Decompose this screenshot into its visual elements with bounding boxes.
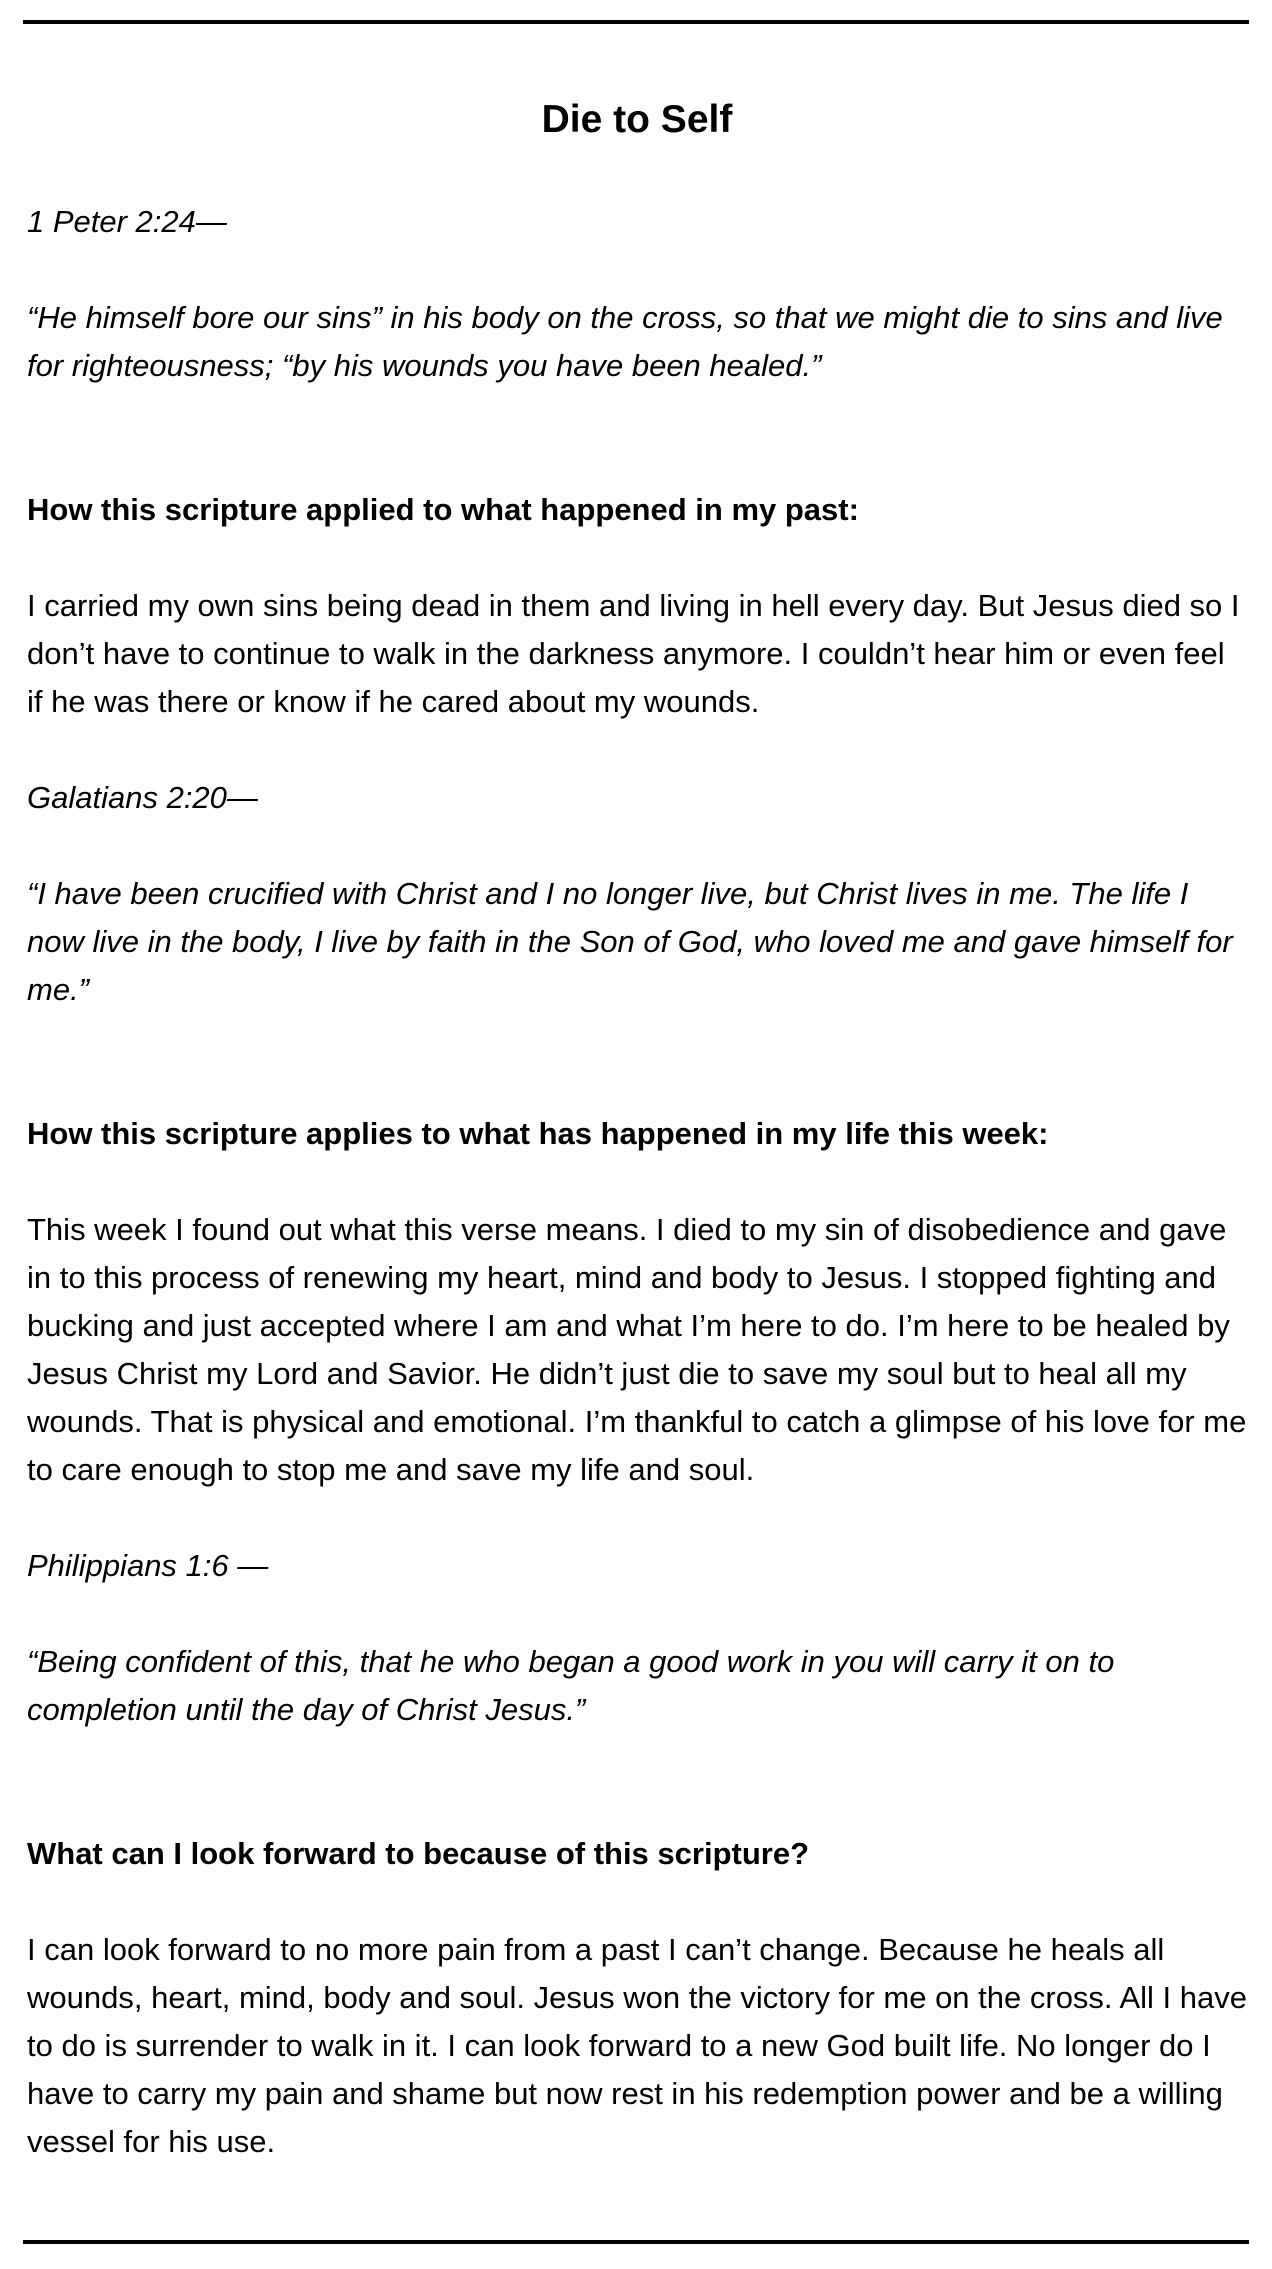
top-divider — [23, 20, 1249, 24]
bottom-divider — [23, 2240, 1249, 2244]
scripture-quote: “I have been crucified with Christ and I no longer live, but Christ lives in me. The life I now live in the body, I live by faith in the Son of God, who loved me and gave himself for me.” — [27, 876, 1233, 1007]
document-content — [27, 90, 1247, 2166]
scripture-quote: “Being confident of this, that he who began a good work in you will carry it on to completion until the day of Christ Jesus.” — [27, 1644, 1115, 1727]
reflection-paragraph: I carried my own sins being dead in them and living in hell every day. But Jesus died so I don’t have to continue to walk in the darkness anymore. I couldn’t hear him or even feel if he was there or know if he cared about my wounds. — [27, 588, 1240, 719]
section-heading: What can I look forward to because of this scripture? — [27, 1836, 810, 1871]
document-page — [23, 0, 1249, 2269]
section-heading: How this scripture applies to what has happened in my life this week: — [27, 1116, 1049, 1151]
reflection-paragraph: This week I found out what this verse means. I died to my sin of disobedience and gave in to this process of renewing my heart, mind and body to Jesus. I stopped fighting and bucking and just accepted where I am and what I’m here to do. I’m here to be healed by Jesus Christ my Lord and Savior. He didn’t just die to save my soul but to heal all my wounds. That is physical and emotional. I’m thankful to catch a glimpse of his love for me to care enough to stop me and save my life and soul. — [27, 1212, 1247, 1487]
reflection-paragraph: I can look forward to no more pain from a past I can’t change. Because he heals all wounds, heart, mind, body and soul. Jesus won the victory for me on the cross. All I have to do is surrender to walk in it. I can look forward to a new God built life. No longer do I have to carry my pain and shame but now rest in his redemption power and be a willing vessel for his use. — [27, 1932, 1247, 2159]
scripture-quote: “He himself bore our sins” in his body on the cross, so that we might die to sins and live for righteousness; “by his wounds you have been healed.” — [27, 300, 1223, 383]
page-title: Die to Self — [541, 98, 733, 141]
scripture-reference: Galatians 2:20— — [27, 780, 258, 815]
section-heading: How this scripture applied to what happened in my past: — [27, 492, 859, 527]
scripture-reference: Philippians 1:6 — — [27, 1548, 269, 1583]
scripture-reference: 1 Peter 2:24— — [27, 204, 227, 239]
